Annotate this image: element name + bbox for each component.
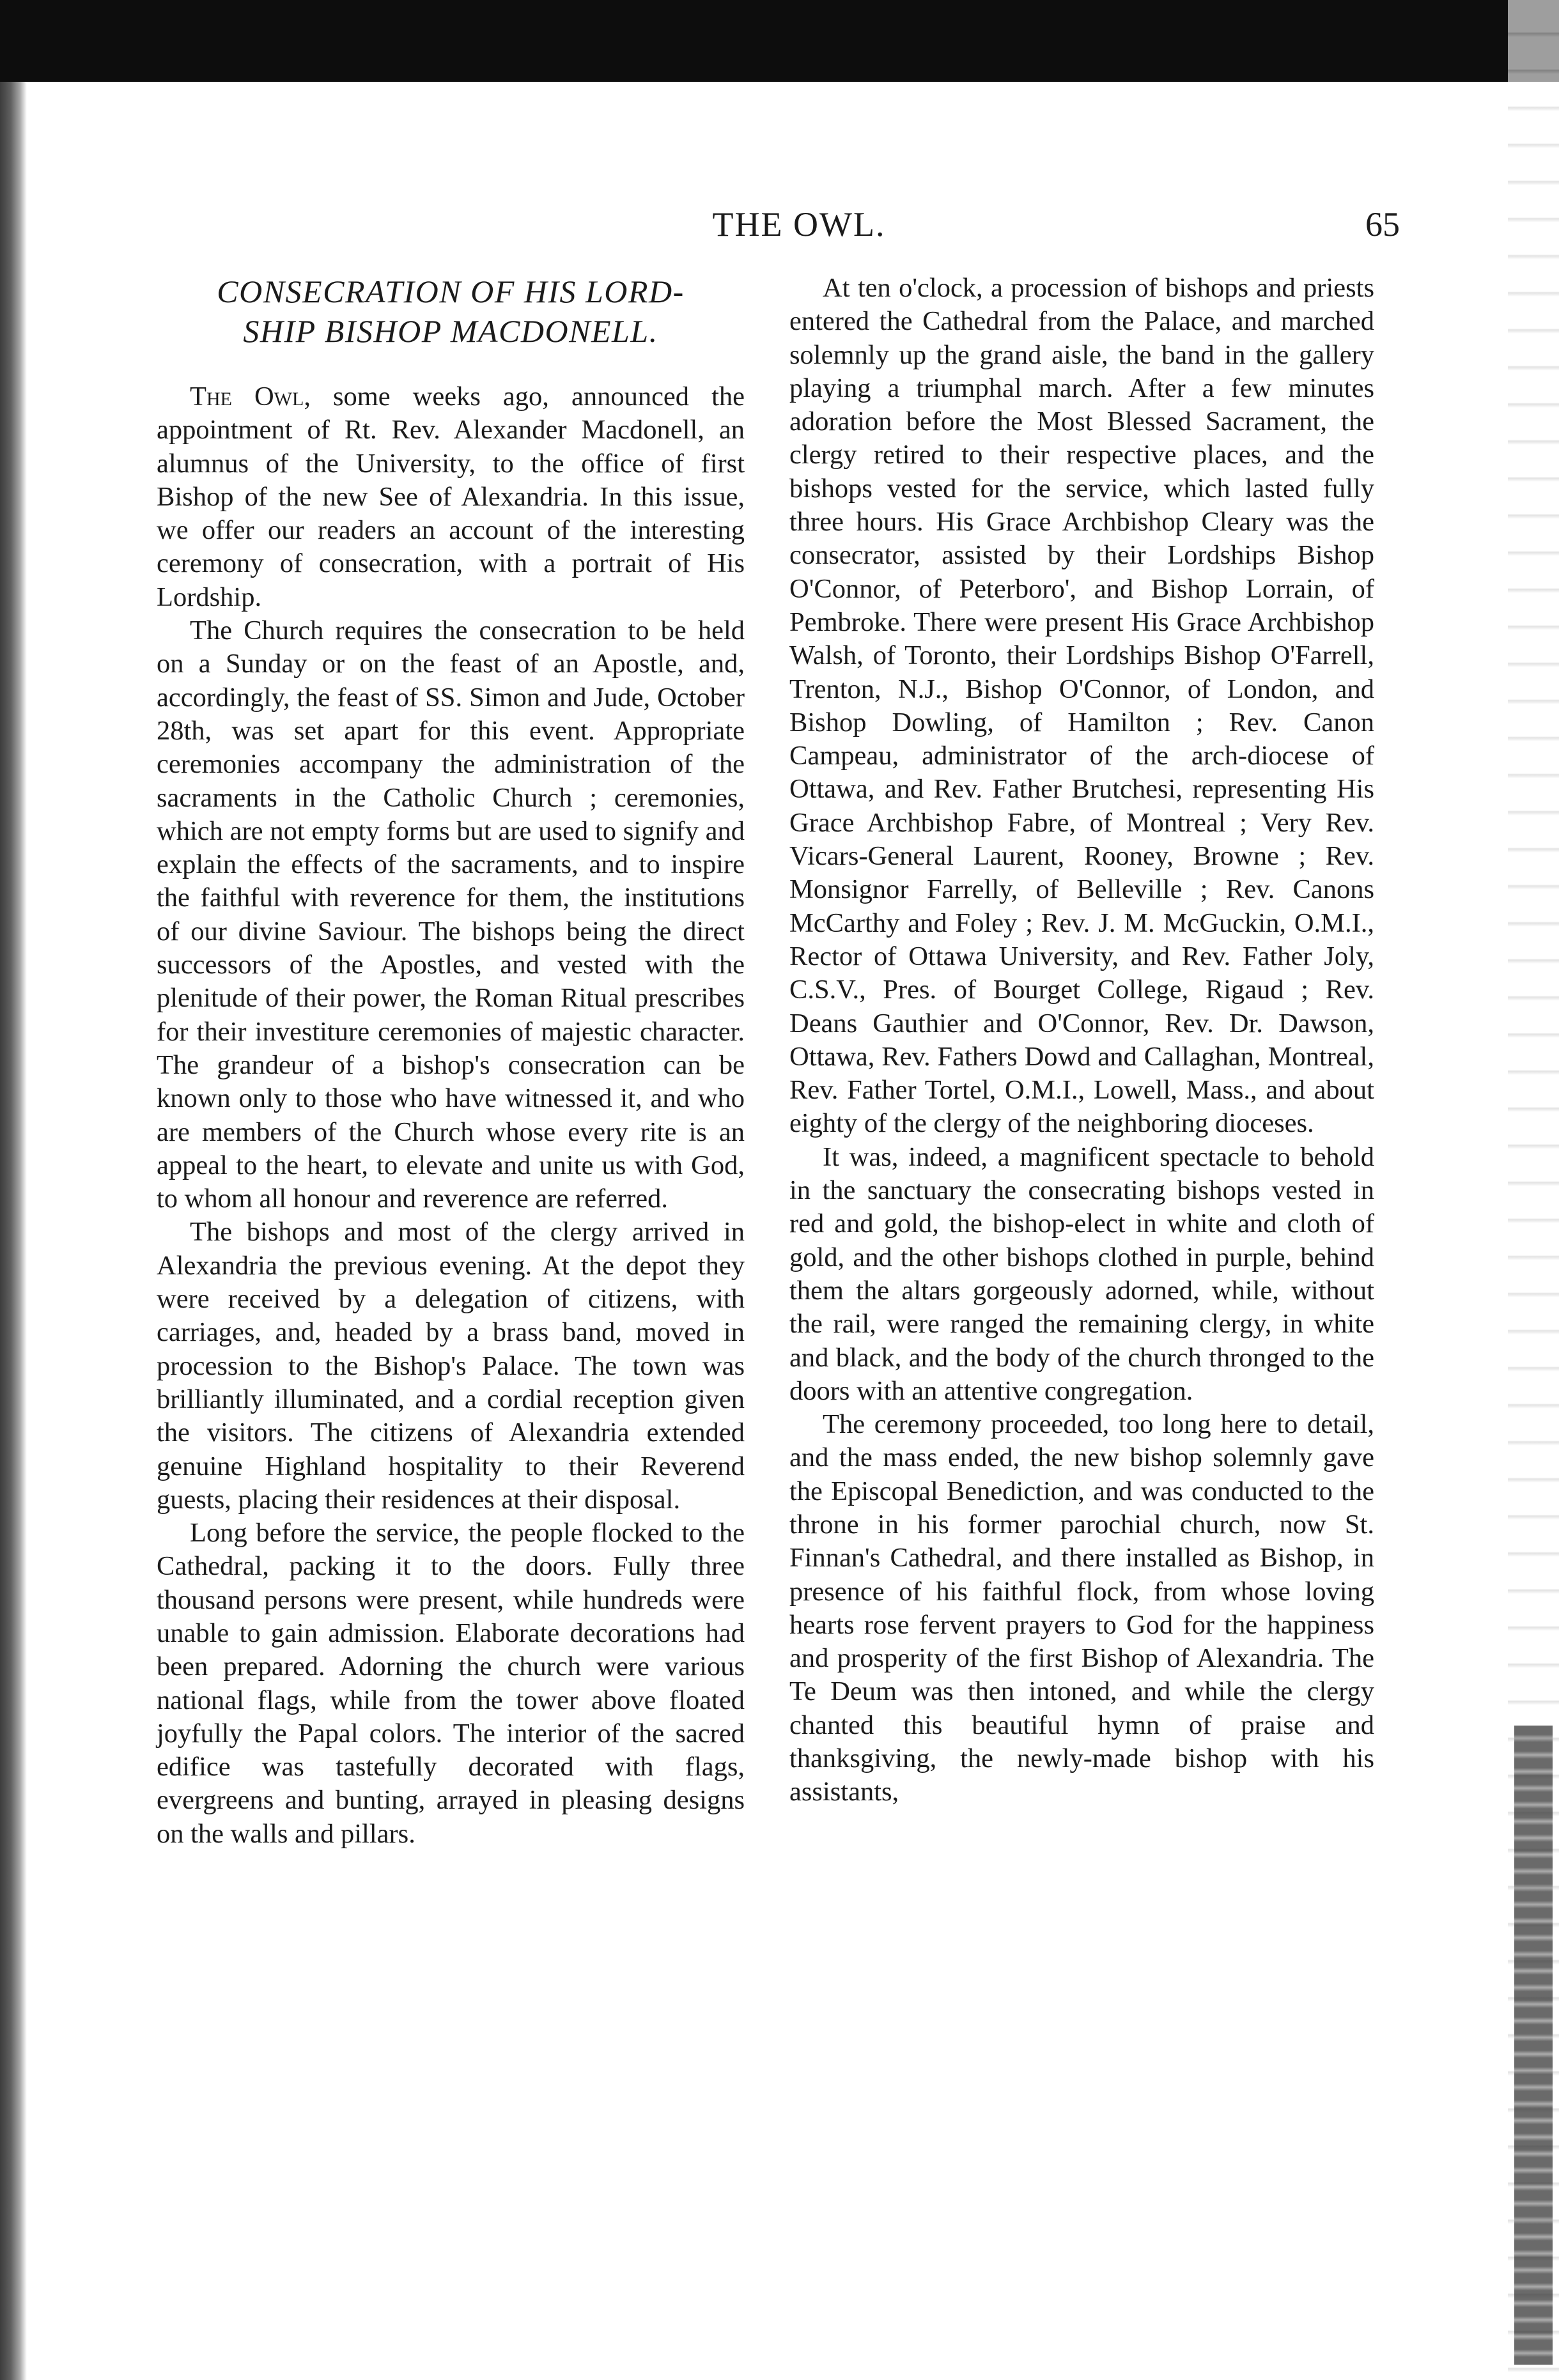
paragraph-4: Long before the service, the people flocked to the Cathedral, packing it to the doors. Fully three thousand persons were present, while hundreds were unable to gain admission. Elaborate decorations had been prepared. Adorning the church were various national flags, while from the tower above floated joyfully the Papal colors. The interior of the sacred edifice was tastefully decorated with flags, evergreens and bunting, arrayed in pleasing designs on the walls and pillars. — [157, 1518, 745, 1849]
lead-text: , some weeks ago, announced the appointment of Rt. Rev. Alexander Macdonell, an alumnus of the University, to the office of first Bishop of the new See of Alexandria. In this issue, we offer our readers an account of the interesting ceremony of consecration, with a portrait of His Lordship. — [157, 382, 745, 612]
scan-top-border — [0, 0, 1559, 82]
article-title-line-1: CONSECRATION OF HIS LORD- — [217, 274, 685, 309]
lead-smallcaps: The Owl — [190, 382, 304, 412]
page-number: 65 — [1365, 205, 1400, 243]
paragraph-2: The Church requires the consecration to be held on a Sunday or on the feast of an Apostle, and, accordingly, the feast of SS. Simon and Jude, October 28th, was set apart for this event. Appropriate ceremonies accompany the administration of the sacraments in the Catholic Church ; ceremonies, which are not empty forms but are used to signify and explain the effects of the sacraments, and to inspire the faithful with reverence for them, the institutions of our divine Saviour. The bishops being the direct successors of the Apostles, and vested with the plenitude of their power, the Roman Ritual prescribes for their investiture ceremonies of majestic character. The grandeur of a bishop's consecration can be known only to those who have witnessed it, and who are members of the Church whose every rite is an appeal to the heart, to elevate and unite us with God, to whom all honour and reverence are referred. — [157, 615, 745, 1214]
paragraph-7: The ceremony proceeded, too long here to detail, and the mass ended, the new bishop solemnly gave the Episcopal Benediction, and was conducted to the throne in his former parochial church, now St. Finnan's Cathedral, and there installed as Bishop, in presence of his faithful flock, from whose loving hearts rose fervent prayers to God for the happiness and prosperity of the first Bishop of Alexandria. The Te Deum was then intoned, and while the clergy chanted this beautiful hymn of praise and thanksgiving, the newly-made bishop with his assistants, — [789, 1409, 1374, 1807]
scan-right-edge-binding — [1514, 1726, 1553, 2365]
paragraph-6: It was, indeed, a magnificent spectacle to behold in the sanctuary the consecrating bishops vested in red and gold, the bishop-elect in white and cloth of gold, and the other bishops clothed in purple, behind them the altars gorgeously adorned, while, without the rail, were ranged the remaining clergy, in white and black, and the body of the church thronged to the doors with an attentive congregation. — [789, 1141, 1374, 1406]
running-head: THE OWL. — [712, 205, 886, 243]
left-column — [157, 272, 745, 1851]
right-column — [789, 272, 1374, 1809]
paragraph-lead — [157, 380, 745, 614]
paragraph-3: The bishops and most of the clergy arrived in Alexandria the previous evening. At the depot they were received by a delegation of citizens, with carriages, and, headed by a brass band, moved in procession to the Bishop's Palace. The town was brilliantly illuminated, and a cordial reception given the visitors. The citizens of Alexandria extended genuine Highland hospitality to their Reverend guests, placing their residences at their disposal. — [157, 1217, 745, 1515]
paragraph-5: At ten o'clock, a procession of bishops and priests entered the Cathedral from the Palace, and marched solemnly up the grand aisle, the band in the gallery playing a triumphal march. After a few minutes adoration before the Most Blessed Sacrament, the clergy retired to their respective places, and the bishops vested for the service, which lasted fully three hours. His Grace Archbishop Cleary was the consecrator, assisted by their Lordships Bishop O'Connor, of Peterboro', and Bishop Lorrain, of Pembroke. There were present His Grace Archbishop Walsh, of Toronto, their Lordships Bishop O'Farrell, Trenton, N.J., Bishop O'Connor, of London, and Bishop Dowling, of Hamilton ; Rev. Canon Campeau, administrator of the arch-diocese of Ottawa, and Rev. Father Brutchesi, representing His Grace Archbishop Fabre, of Montreal ; Very Rev. Vicars-General Laurent, Rooney, Browne ; Rev. Monsignor Farrelly, of Belleville ; Rev. Canons McCarthy and Foley ; Rev. J. M. McGuckin, O.M.I., Rector of Ottawa University, and Rev. Father Joly, C.S.V., Pres. of Bourget College, Rigaud ; Rev. Deans Gauthier and O'Connor, Rev. Dr. Dawson, Ottawa, Rev. Fathers Dowd and Callaghan, Montreal, Rev. Father Tortel, O.M.I., Lowell, Mass., and about eighty of the clergy of the neighboring dioceses. — [789, 273, 1374, 1139]
article-title-line-2: SHIP BISHOP MACDONELL. — [243, 313, 658, 349]
scan-left-edge — [0, 82, 27, 2380]
article-title — [157, 272, 745, 351]
